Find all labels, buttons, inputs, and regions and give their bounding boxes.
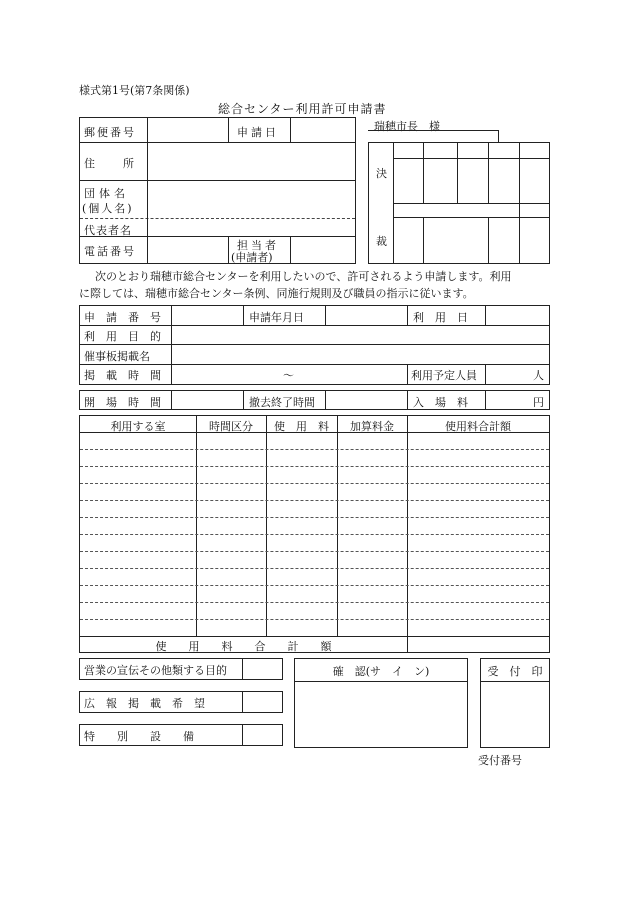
posting-time-label: 掲 載 時 間 [84,369,161,382]
group-name-label: 団体名 [84,187,129,200]
use-date-label: 利 用 日 [413,311,468,324]
fee-row-separator [80,551,549,552]
individual-name-label: (個人名) [82,202,134,215]
fee-row-separator [80,449,549,450]
application-date-label: 申請年月日 [249,311,304,324]
total-label: 使 用 料 合 計 額 [155,640,332,653]
closing-time-label: 撤去終了時間 [249,396,315,409]
postal-code-label: 郵便番号 [84,126,136,139]
fee-row-separator [80,568,549,569]
reception-stamp-label: 受 付 印 [487,665,543,678]
col-surcharge: 加算料金 [350,420,394,433]
options-block [79,658,283,748]
confirmation-label: 確 認(サ イ ン) [332,665,430,678]
form-number: 様式第1号(第7条関係) [79,84,190,97]
purpose-label: 利 用 目 的 [84,330,161,343]
reception-no-label: 受付番号 [478,754,522,767]
tilde: 〜 [283,369,294,382]
applicant-label: (申請者) [231,251,273,264]
expected-people-label: 利用予定人員 [411,369,477,382]
details-block [79,305,550,385]
admission-fee-label: 入 場 料 [413,396,468,409]
opening-time-label: 開 場 時 間 [84,396,161,409]
sai-label: 裁 [376,235,387,248]
fee-row-separator [80,466,549,467]
person-in-charge-label: 担当者 [237,239,279,252]
reception-stamp-block [480,658,550,748]
fee-row-separator [80,585,549,586]
applicant-block [79,117,356,264]
fee-row-separator [80,500,549,501]
yen-unit: 円 [533,396,544,409]
fee-row-separator [80,619,549,620]
fee-row-separator [80,602,549,603]
approval-block [368,142,550,264]
commercial-label: 営業の宣伝その他類する目的 [84,664,227,677]
col-fee: 使 用 料 [274,420,329,433]
application-no-label: 申 請 番 号 [84,311,161,324]
col-time-slot: 時間区分 [209,420,253,433]
apply-date-label: 申請日 [237,126,279,139]
addressee: 瑞穂市長 様 [374,120,440,133]
opening-block [79,390,550,410]
confirmation-block [294,658,468,748]
col-room: 利用する室 [110,420,166,433]
notice-board-label: 催事板掲載名 [84,350,150,363]
pr-posting-label: 広 報 掲 載 希 望 [84,697,205,710]
statement-line-2: に際しては、瑞穂市総合センター条例、同施行規則及び職員の指示に従います。 [79,287,474,300]
fee-row-separator [80,534,549,535]
fees-table [79,415,550,653]
statement-line-1: 次のとおり瑞穂市総合センターを利用したいので、許可されるよう申請します。利用 [95,270,512,283]
special-equipment-label: 特 別 設 備 [84,730,194,743]
address-label: 住 所 [84,157,134,170]
fee-row-separator [80,517,549,518]
form-title: 総合センター利用許可申請書 [218,102,387,116]
people-unit: 人 [533,369,544,382]
ketsu-label: 決 [376,167,387,180]
phone-label: 電話番号 [84,245,136,258]
fee-row-separator [80,483,549,484]
col-total: 使用料合計額 [445,420,511,433]
representative-label: 代表者名 [84,224,132,237]
